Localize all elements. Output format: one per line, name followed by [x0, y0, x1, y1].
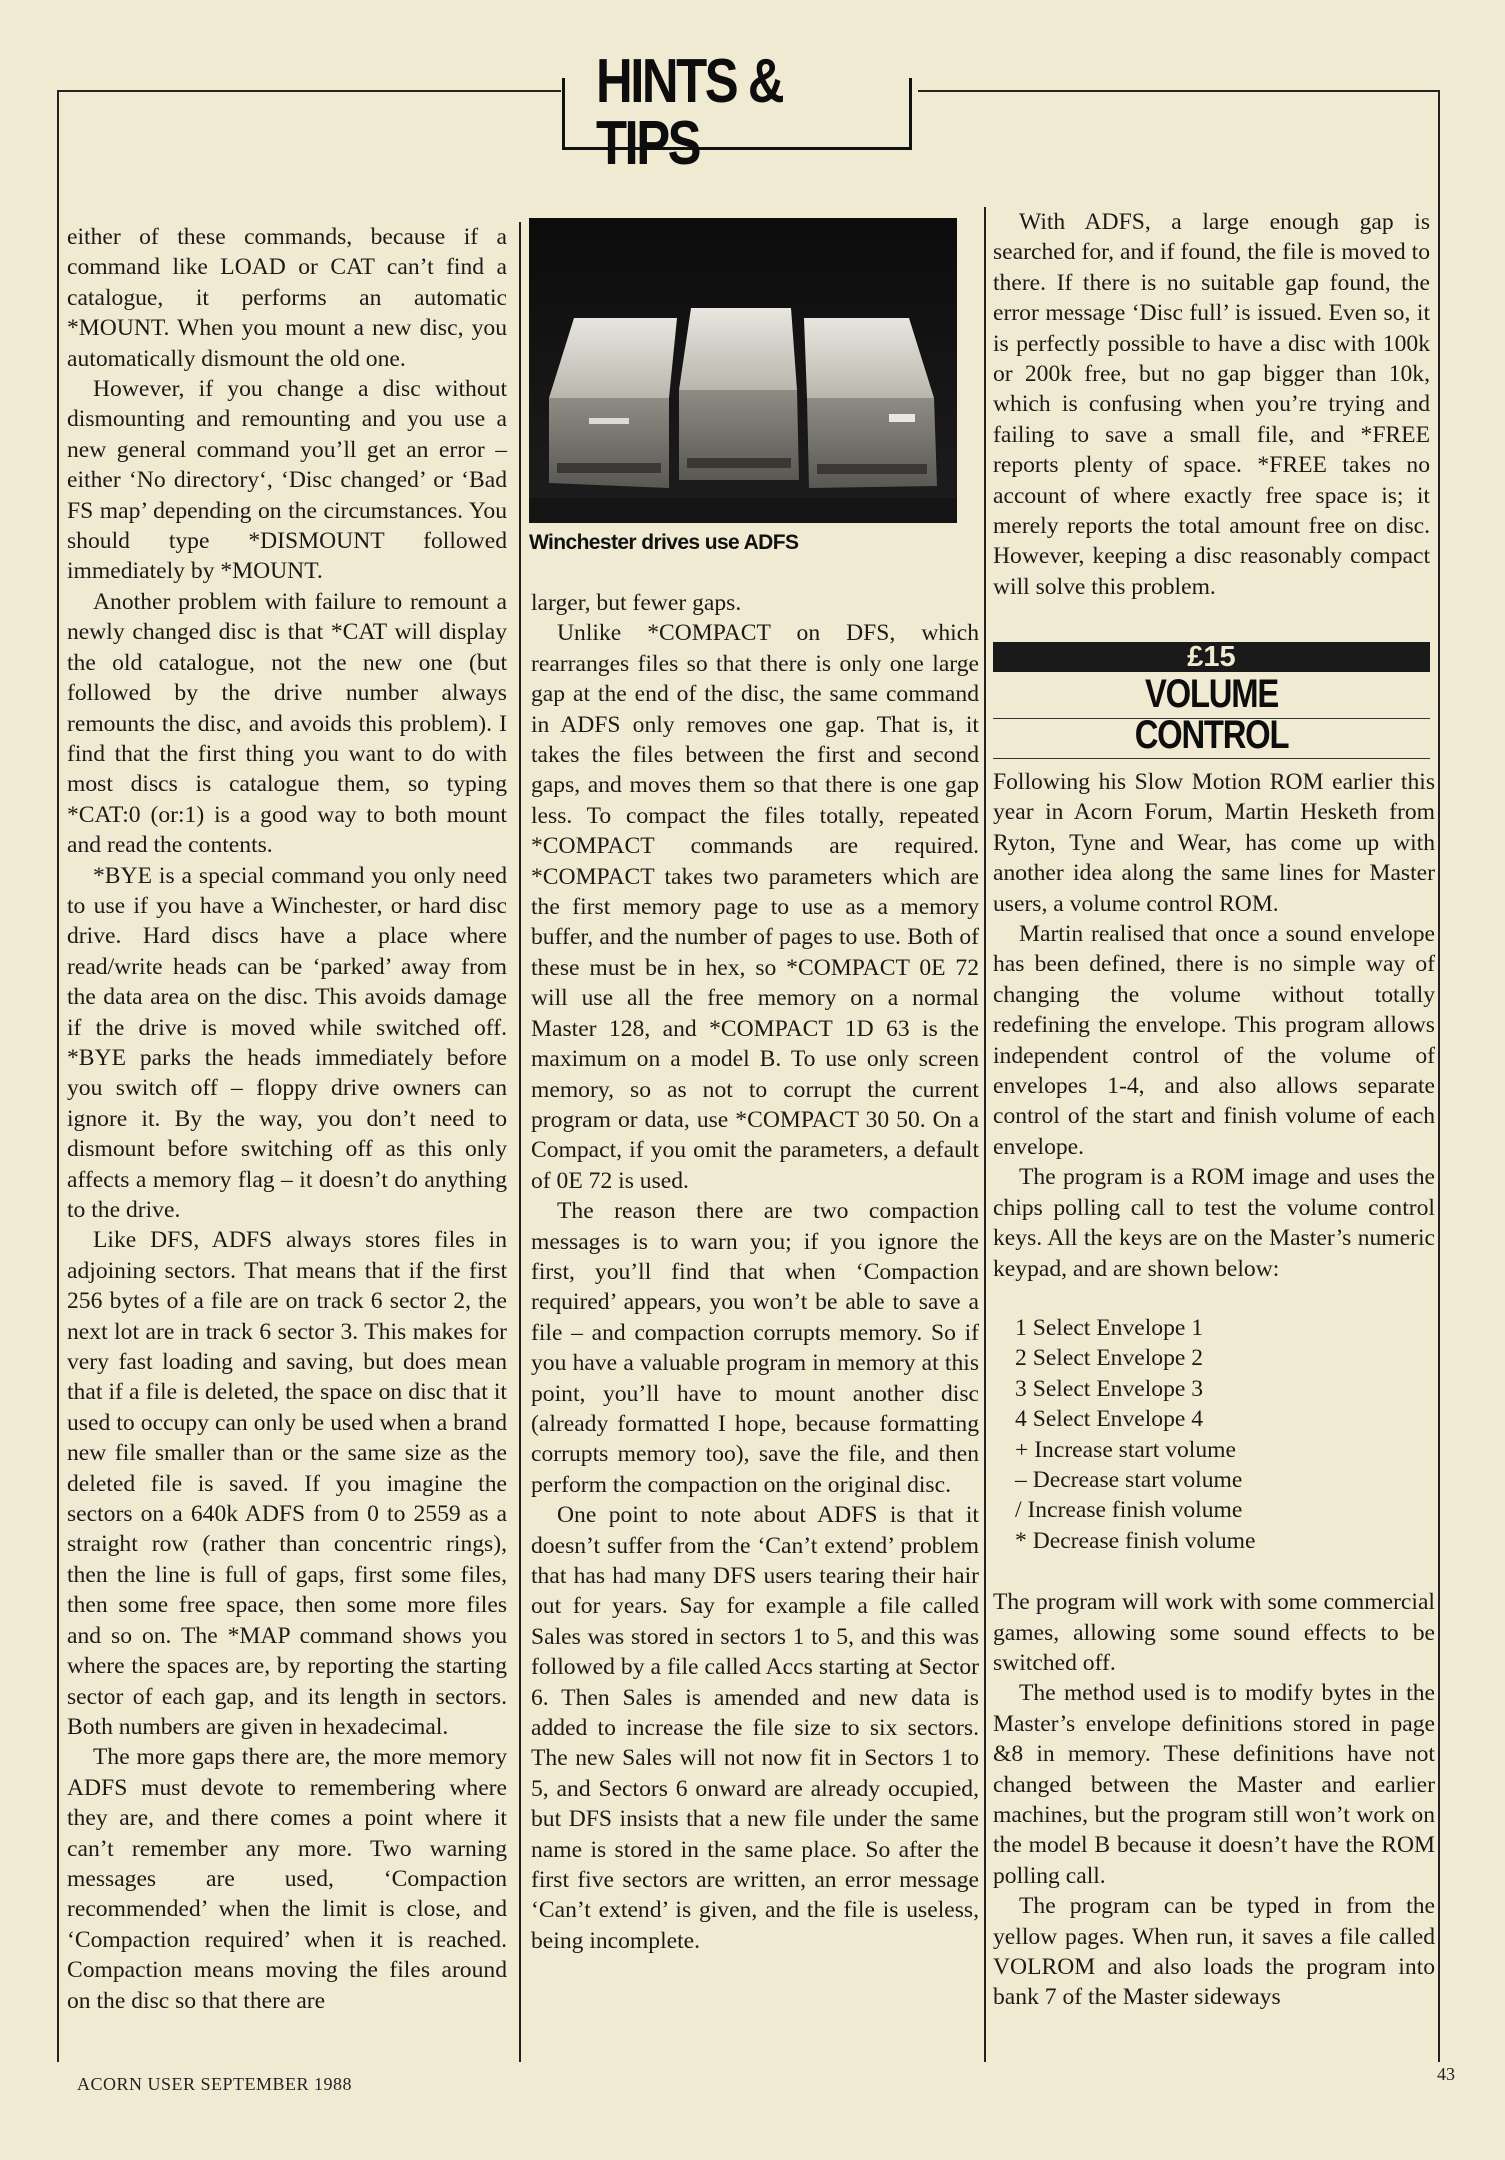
frame-rule-left — [57, 90, 59, 2062]
paragraph: With ADFS, a large enough gap is searched for, and if found, the file is moved to there. If there is no suitable gap found, the error message ‘Disc full’ is issued. Even so, it is perfectly possible to have a disc with 100k or 200k free, but no gap bigger than 10k, which is confusing when you’re trying and failing to save a small file, and *FREE reports plenty of space. *FREE takes no account of where exactly free space is; it merely reports the total amount free on disc. However, keeping a disc reasonably compact will solve this problem. — [993, 209, 1430, 600]
tip-body — [993, 767, 1435, 2013]
photo-caption: Winchester drives use ADFS — [529, 531, 799, 554]
paragraph: larger, but fewer gaps. — [531, 590, 742, 616]
drives-illustration — [529, 218, 957, 523]
paragraph: either of these commands, because if a command like LOAD or CAT can’t find a catalogue, it performs an automatic *MOUNT. When you mount a new disc, you automatically dismount the old one. — [67, 224, 507, 372]
paragraph: However, if you change a disc without dismounting and remounting and you use a new general command you’ll get an error – either ‘No directory‘, ‘Disc changed’ or ‘Bad FS map’ depending on the circumstances. You should type *DISMOUNT followed immediately by *MOUNT. — [67, 376, 507, 585]
paragraph: *BYE is a special command you only need to use if you have a Winchester, or hard disc drive. Hard discs have a place where read/write heads can be ‘parked’ away from the data area on the disc. This avoids damage if the drive is moved while switched off. *BYE parks the heads immediately before you switch off – floppy drive owners can ignore it. By the way, you don’t need to dismount before switching off as this only affects a memory flag – it doesn’t do anything to the drive. — [67, 862, 507, 1223]
list-item: 2 Select Envelope 2 — [1015, 1345, 1204, 1372]
section-title: HINTS & TIPS — [595, 46, 783, 178]
tip-title-rule — [993, 758, 1430, 759]
paragraph: One point to note about ADFS is that it doesn’t suffer from the ‘Can’t extend’ problem that has had many DFS users tearing their hair out for years. Say for example a file called Sales was stored in sectors 1 to 5, and this was followed by a file called Accs starting at Sector 6. Then Sales is amended and new data is added to increase the file size to six sectors. The new Sales will not now fit in Sectors 1 to 5, and Sectors 6 onward are already occupied, but DFS insists that a new file under the same name is stored in the same place. So after the first five sectors are written, an error message ‘Can’t extend’ is given, and the file is useless, being incomplete. — [531, 1502, 979, 1954]
paragraph: Another problem with failure to remount a newly changed disc is that *CAT will display the old catalogue, not the new one (but followed by the drive number always remounts the disc, and avoids this problem). I find that the first thing you want to do with most discs is catalogue them, so typing *CAT:0 (or:1) is a good way to both mount and read the contents. — [67, 588, 507, 859]
tip-title-line: CONTROL — [1134, 713, 1289, 757]
key-list — [1015, 1313, 1435, 1556]
paragraph: The program will work with some commercial games, allowing some sound effects to be switched off. — [993, 1589, 1435, 1676]
page-number: 43 — [1437, 2064, 1455, 2084]
winchester-drives-photo — [529, 218, 957, 523]
list-item: * Decrease finish volume — [1015, 1527, 1256, 1554]
frame-rule-top-right — [918, 90, 1440, 92]
section-header — [562, 46, 912, 178]
list-item: 4 Select Envelope 4 — [1015, 1406, 1204, 1433]
paragraph: Following his Slow Motion ROM earlier this year in Acorn Forum, Martin Hesketh from Ryton, Tyne and Wear, has come up with another idea along the same lines for Master users, a volume control ROM. — [993, 769, 1435, 917]
article-column-3 — [993, 207, 1430, 602]
paragraph: Like DFS, ADFS always stores files in adjoining sectors. That means that if the first 256 bytes of a file are on track 6 sector 2, the next lot are in track 6 sector 3. This makes for very fast loading and saving, but does mean that if a file is deleted, the space on disc that it used to occupy can only be used when a brand new file smaller than or the same size as the deleted file is saved. If you imagine the sectors on a 640k ADFS from 0 to 2559 as a straight row (rather than concentric rings), then the line is full of gaps, first some files, then some free space, then some more files and so on. The *MAP command shows you where the spaces are, by reporting the starting sector of each gap, and its length in sectors. Both numbers are given in hexadecimal. — [67, 1227, 507, 1740]
article-column-1 — [67, 222, 507, 2016]
column-rule-1 — [519, 222, 521, 2062]
list-item: 1 Select Envelope 1 — [1015, 1314, 1204, 1341]
frame-rule-top-left — [57, 90, 561, 92]
paragraph: The program is a ROM image and uses the chips polling call to test the volume control keys. All the keys are on the Master’s numeric keypad, and are shown below: — [993, 1164, 1435, 1282]
tip-title-line: VOLUME — [1145, 672, 1278, 716]
paragraph: The reason there are two compaction messages is to warn you; if you ignore the first, you’ll find that when ‘Compaction required’ appears, you won’t be able to save a file – and compaction corrupts memory. So if you have a valuable program in memory at this point, you’ll have to mount another disc (already formatted I hope, because formatting corrupts memory too), save the file, and then perform the compaction on the original disc. — [531, 1198, 979, 1498]
list-item: / Increase finish volume — [1015, 1497, 1243, 1524]
list-item: 3 Select Envelope 3 — [1015, 1375, 1204, 1402]
frame-rule-right — [1438, 90, 1440, 2062]
column-rule-2 — [984, 207, 986, 2062]
publication-footer: ACORN USER SEPTEMBER 1988 — [77, 2074, 353, 2094]
tip-title — [993, 674, 1430, 756]
paragraph: The method used is to modify bytes in the Master’s envelope definitions stored in page &8 in memory. These definitions have not changed between the Master and earlier machines, but the program still won’t work on the model B because it doesn’t have the ROM polling call. — [993, 1680, 1435, 1889]
article-column-2 — [531, 588, 979, 1956]
paragraph: The more gaps there are, the more memory ADFS must devote to remembering where they are, and there comes a point where it can’t remember any more. Two warning messages are used, ‘Compaction recommended’ when the limit is close, and ‘Compaction required’ when it is reached. Compaction means moving the files around on the disc so that there are — [67, 1744, 507, 2014]
list-item: – Decrease start volume — [1015, 1466, 1243, 1493]
paragraph: The program can be typed in from the yellow pages. When run, it saves a file called VOLROM and also loads the program into bank 7 of the Master sideways — [993, 1893, 1435, 2011]
list-item: + Increase start volume — [1015, 1436, 1236, 1463]
tip-price-banner: £15 — [993, 642, 1430, 672]
paragraph: Unlike *COMPACT on DFS, which rearranges files so that there is only one large gap at the end of the disc, the same command in ADFS only removes one gap. That is, it takes the files between the first and second gaps, and moves them so that there is one gap less. To compact the files totally, repeated *COMPACT commands are required. *COMPACT takes two parameters which are the first memory page to use as a memory buffer, and the number of pages to use. Both of these must be in hex, so *COMPACT 0E 72 will use all the free memory on a normal Master 128, and *COMPACT 1D 63 is the maximum on a model B. To use only screen memory, so as not to corrupt the current program or data, use *COMPACT 30 50. On a Compact, if you omit the parameters, a default of 0E 72 is used. — [531, 620, 979, 1194]
paragraph: Martin realised that once a sound envelope has been defined, there is no simple way of changing the volume without totally redefining the envelope. This program allows independent control of the volume of envelopes 1-4, and also allows separate control of the start and finish volume of each envelope. — [993, 921, 1435, 1160]
